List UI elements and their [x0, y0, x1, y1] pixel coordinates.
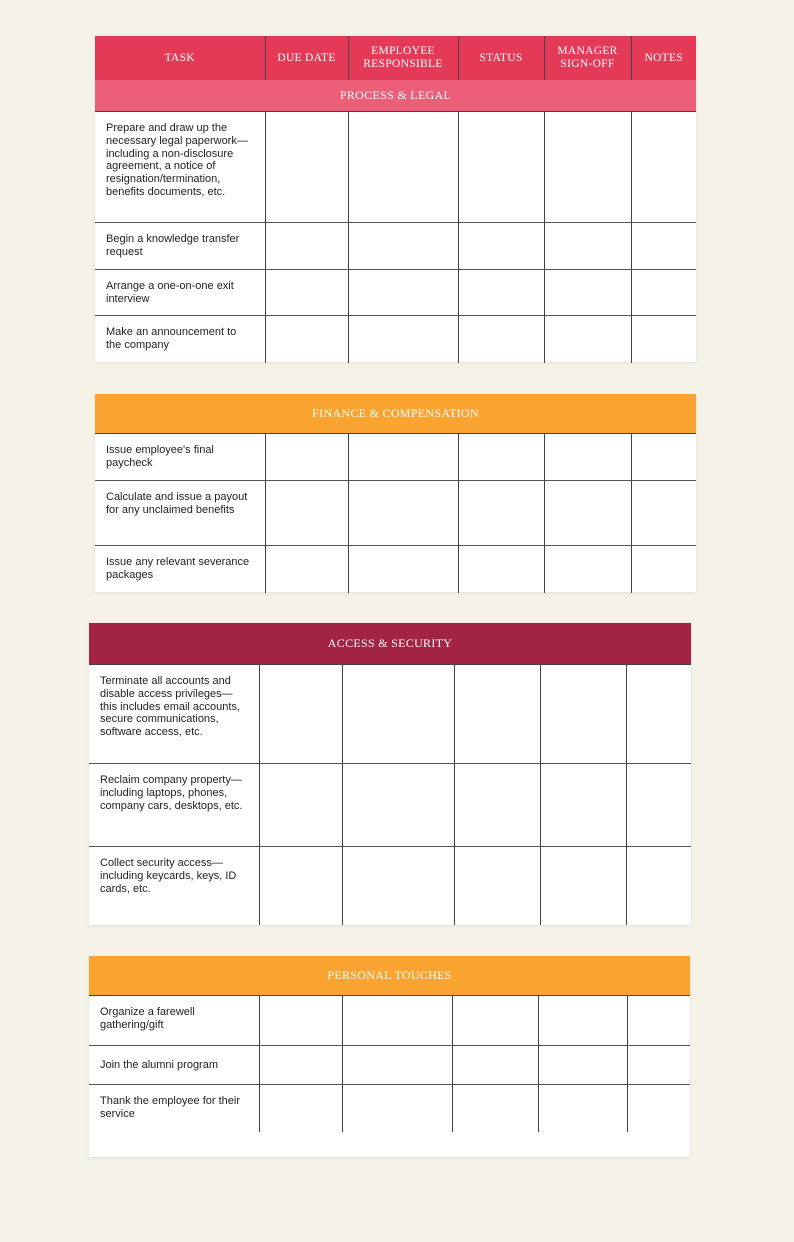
column-header-due-date: DUE DATE	[265, 36, 348, 80]
employee-responsible-cell[interactable]	[342, 665, 454, 764]
manager-sign-off-cell[interactable]	[538, 1046, 627, 1085]
due-date-cell[interactable]	[259, 665, 342, 764]
section-title: FINANCE & COMPENSATION	[95, 394, 696, 434]
status-cell[interactable]	[458, 270, 544, 316]
manager-sign-off-cell[interactable]	[540, 847, 626, 925]
due-date-cell[interactable]	[265, 434, 348, 481]
employee-responsible-cell[interactable]	[342, 1085, 452, 1132]
task-cell: Collect security access—including keycards, keys, ID cards, etc.	[89, 847, 259, 925]
task-cell: Prepare and draw up the necessary legal paperwork—including a non-disclosure agreement, a notice of resignation/termination, benefits documents, etc.	[95, 112, 265, 223]
table-row	[89, 847, 691, 925]
due-date-cell[interactable]	[259, 1046, 342, 1085]
table-row	[89, 996, 690, 1046]
status-cell[interactable]	[452, 1085, 538, 1132]
due-date-cell[interactable]	[265, 481, 348, 546]
status-cell[interactable]	[458, 316, 544, 363]
column-header-manager-sign-off: MANAGER SIGN-OFF	[544, 36, 631, 80]
due-date-cell[interactable]	[265, 223, 348, 270]
employee-responsible-cell[interactable]	[348, 223, 458, 270]
table-row	[95, 481, 696, 546]
notes-cell[interactable]	[627, 1085, 690, 1132]
status-cell[interactable]	[454, 764, 540, 847]
status-cell[interactable]	[454, 847, 540, 925]
table-row	[95, 546, 696, 593]
employee-responsible-cell[interactable]	[342, 1046, 452, 1085]
due-date-cell[interactable]	[259, 1085, 342, 1132]
manager-sign-off-cell[interactable]	[544, 546, 631, 593]
employee-responsible-cell[interactable]	[348, 481, 458, 546]
access-security-table	[89, 623, 691, 925]
table-row	[89, 1046, 690, 1085]
task-cell: Arrange a one-on-one exit interview	[95, 270, 265, 316]
section-title: PERSONAL TOUCHES	[89, 956, 690, 996]
notes-cell[interactable]	[631, 546, 696, 593]
status-cell[interactable]	[458, 481, 544, 546]
notes-cell[interactable]	[631, 270, 696, 316]
task-cell: Make an announcement to the company	[95, 316, 265, 363]
column-header-task: TASK	[95, 36, 265, 80]
employee-responsible-cell[interactable]	[342, 847, 454, 925]
due-date-cell[interactable]	[259, 764, 342, 847]
manager-sign-off-cell[interactable]	[540, 764, 626, 847]
employee-responsible-cell[interactable]	[348, 546, 458, 593]
table-row	[89, 1085, 690, 1132]
manager-sign-off-cell[interactable]	[538, 1085, 627, 1132]
due-date-cell[interactable]	[259, 847, 342, 925]
notes-cell[interactable]	[631, 316, 696, 363]
task-cell: Organize a farewell gathering/gift	[89, 996, 259, 1046]
table-row	[95, 316, 696, 363]
table-row	[95, 270, 696, 316]
section-title: ACCESS & SECURITY	[89, 623, 691, 665]
employee-responsible-cell[interactable]	[342, 764, 454, 847]
notes-cell[interactable]	[631, 223, 696, 270]
manager-sign-off-cell[interactable]	[538, 996, 627, 1046]
task-cell: Issue employee's final paycheck	[95, 434, 265, 481]
manager-sign-off-cell[interactable]	[544, 270, 631, 316]
status-cell[interactable]	[458, 223, 544, 270]
task-cell: Calculate and issue a payout for any unclaimed benefits	[95, 481, 265, 546]
manager-sign-off-cell[interactable]	[544, 112, 631, 223]
notes-cell[interactable]	[626, 847, 691, 925]
section-band	[89, 623, 691, 665]
task-cell: Issue any relevant severance packages	[95, 546, 265, 593]
employee-responsible-cell[interactable]	[348, 434, 458, 481]
employee-responsible-cell[interactable]	[342, 996, 452, 1046]
status-cell[interactable]	[454, 665, 540, 764]
section-title: PROCESS & LEGAL	[95, 80, 696, 112]
manager-sign-off-cell[interactable]	[544, 316, 631, 363]
due-date-cell[interactable]	[265, 316, 348, 363]
manager-sign-off-cell[interactable]	[544, 481, 631, 546]
notes-cell[interactable]	[626, 764, 691, 847]
table-row	[89, 665, 691, 764]
notes-cell[interactable]	[631, 481, 696, 546]
process-legal-table	[95, 36, 696, 362]
manager-sign-off-cell[interactable]	[544, 434, 631, 481]
manager-sign-off-cell[interactable]	[544, 223, 631, 270]
notes-cell[interactable]	[627, 1046, 690, 1085]
column-header-status: STATUS	[458, 36, 544, 80]
task-cell: Reclaim company property—including laptops, phones, company cars, desktops, etc.	[89, 764, 259, 847]
notes-cell[interactable]	[626, 665, 691, 764]
column-header-row	[95, 36, 696, 80]
due-date-cell[interactable]	[265, 270, 348, 316]
table-row	[95, 112, 696, 223]
finance-compensation-table	[95, 394, 696, 592]
due-date-cell[interactable]	[259, 996, 342, 1046]
section-band	[95, 394, 696, 434]
task-cell: Terminate all accounts and disable access privileges—this includes email accounts, secure communications, software access, etc.	[89, 665, 259, 764]
status-cell[interactable]	[458, 112, 544, 223]
section-band	[89, 956, 690, 996]
due-date-cell[interactable]	[265, 112, 348, 223]
table-row	[89, 764, 691, 847]
status-cell[interactable]	[458, 546, 544, 593]
status-cell[interactable]	[458, 434, 544, 481]
notes-cell[interactable]	[627, 996, 690, 1046]
employee-responsible-cell[interactable]	[348, 316, 458, 363]
due-date-cell[interactable]	[265, 546, 348, 593]
notes-cell[interactable]	[631, 112, 696, 223]
task-cell: Thank the employee for their service	[89, 1085, 259, 1132]
task-cell: Begin a knowledge transfer request	[95, 223, 265, 270]
employee-responsible-cell[interactable]	[348, 270, 458, 316]
status-cell[interactable]	[452, 996, 538, 1046]
table-row	[95, 223, 696, 270]
employee-responsible-cell[interactable]	[348, 112, 458, 223]
status-cell[interactable]	[452, 1046, 538, 1085]
personal-touches-table	[89, 956, 690, 1157]
manager-sign-off-cell[interactable]	[540, 665, 626, 764]
column-header-notes: NOTES	[631, 36, 696, 80]
table-row	[95, 434, 696, 481]
notes-cell[interactable]	[631, 434, 696, 481]
section-band	[95, 80, 696, 112]
task-cell: Join the alumni program	[89, 1046, 259, 1085]
column-header-employee-responsible: EMPLOYEE RESPONSIBLE	[348, 36, 458, 80]
